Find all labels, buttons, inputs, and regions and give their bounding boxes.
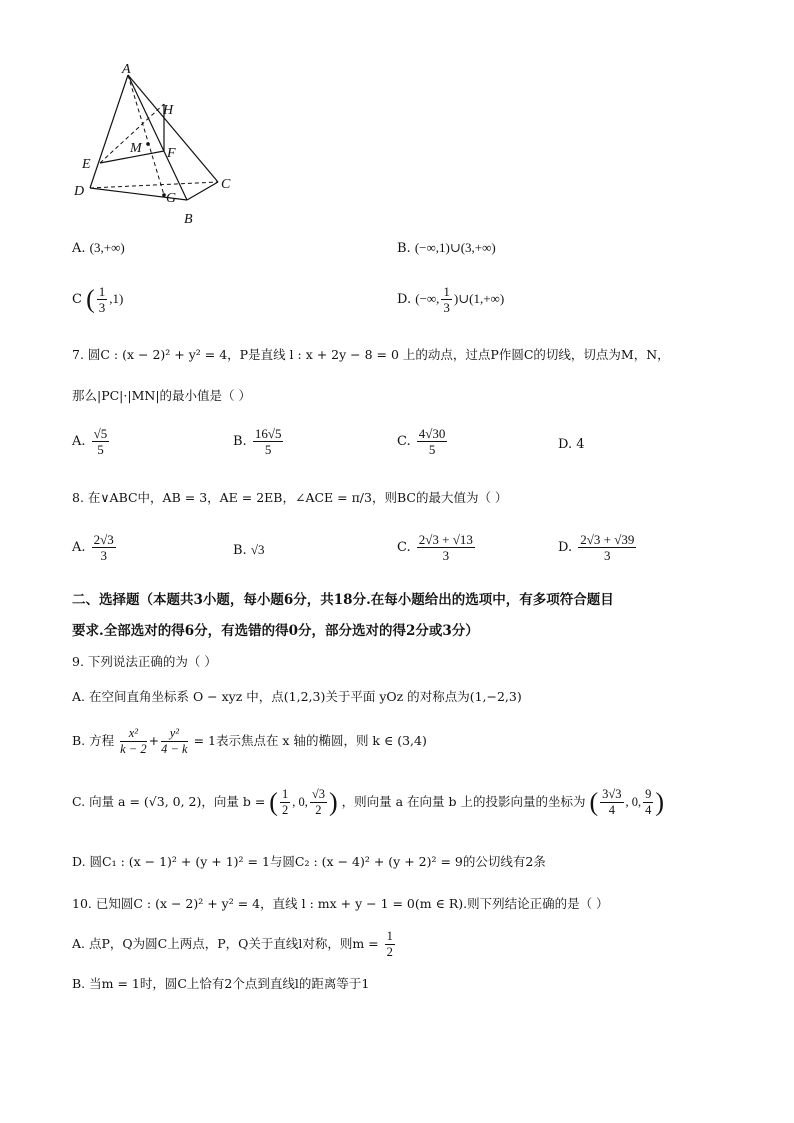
- vertex-label-d: D: [74, 184, 85, 199]
- q8-option-d-fraction: [578, 532, 636, 563]
- q8-option-d-letter: D.: [558, 540, 573, 555]
- q10-stem: 10. 已知圆C : (x − 2)² + y² = 4，直线 l : mx + y − 1 = 0(m ∈ R).则下列结论正确的是（ ）: [72, 896, 609, 911]
- q7-option-b-letter: B.: [233, 434, 247, 449]
- q9-option-c: [72, 787, 664, 818]
- q6-option-c-letter: C: [72, 292, 82, 307]
- q9-option-c-b-den1: 2: [281, 803, 289, 817]
- section2-heading-line2: 要求.全部选对的得6分，有选错的得0分，部分选对的得2分或3分）: [72, 623, 479, 639]
- q7-option-c-num: 4√30: [418, 426, 446, 441]
- q6-option-c-pre: (: [86, 284, 95, 314]
- q9-option-c-b-mid: , 0,: [292, 795, 308, 809]
- q9-option-d: D. 圆C₁ : (x − 1)² + (y + 1)² = 1与圆C₂ : (x − 4)² + (y + 2)² = 9的公切线有2条: [72, 854, 546, 869]
- q9-option-c-r-num1: 3√3: [602, 787, 622, 801]
- q9-option-a: A. 在空间直角坐标系 O − xyz 中，点(1,2,3)关于平面 yOz 的对称点为(1,−2,3): [72, 689, 522, 704]
- q10-option-a-num: 1: [386, 929, 393, 943]
- q6-option-b-letter: B.: [397, 241, 411, 256]
- q10-option-b: B. 当m = 1时，圆C上恰有2个点到直线l的距离等于1: [72, 976, 370, 991]
- q10-option-a-fraction: [385, 929, 395, 960]
- q9-stem: 9. 下列说法正确的为（ ）: [72, 654, 217, 669]
- q8-option-a-num: 2√3: [93, 532, 114, 547]
- q7-option-a-den: 5: [97, 442, 104, 457]
- q9-option-c-r-den2: 4: [645, 803, 652, 817]
- q6-option-a: [72, 240, 125, 256]
- q10-option-a-pre: A. 点P，Q为圆C上两点，P，Q关于直线l对称，则m =: [72, 936, 379, 951]
- q6-option-d-pre: (−∞,: [415, 291, 440, 306]
- q9-option-c-b-num1: 1: [281, 787, 289, 801]
- q10-option-a: [72, 929, 397, 960]
- q9-option-b-term2: [161, 726, 187, 757]
- vertex-label-c: C: [221, 177, 231, 192]
- tetrahedron-figure: [70, 60, 240, 235]
- q6-option-d-den: 3: [443, 300, 450, 315]
- point-label-g: G: [166, 191, 177, 206]
- q6-option-d-letter: D.: [397, 292, 412, 307]
- q9-option-c-pre: C. 向量 a = (√3, 0, 2)，向量 b =: [72, 794, 266, 809]
- q6-option-a-letter: A.: [72, 241, 86, 256]
- q7-option-a-letter: A.: [72, 434, 86, 449]
- q6-option-b: [397, 240, 496, 256]
- q6-option-c-post: ,1): [109, 291, 124, 306]
- q8-option-d-num: 2√3 + √39: [580, 532, 635, 547]
- point-label-m: M: [130, 141, 142, 156]
- q8-option-a-den: 3: [100, 548, 107, 563]
- q7-option-b-den: 5: [264, 442, 272, 457]
- q6-option-c: [72, 284, 123, 315]
- q9-option-c-b-close: ): [328, 787, 338, 817]
- q7-stem-line1: 7. 圆C : (x − 2)² + y² = 4，P是直线 l : x + 2y − 8 = 0 上的动点，过点P作圆C的切线，切点为M，N，: [72, 347, 670, 362]
- q7-option-b-fraction: [253, 426, 284, 457]
- q9-option-c-r-frac1: [600, 787, 623, 818]
- q8-option-a-fraction: [92, 532, 116, 563]
- q7-option-a-num: √5: [93, 426, 108, 441]
- q9-option-b: [72, 726, 427, 757]
- q7-option-c: [397, 426, 449, 457]
- q9-option-c-r-frac2: [643, 787, 653, 818]
- q9-option-c-b-frac2: [310, 787, 327, 818]
- q9-option-b-term1: [120, 726, 146, 757]
- q9-option-b-plus: +: [148, 733, 160, 748]
- q7-option-d-letter: D. 4: [558, 437, 585, 452]
- point-label-f: F: [167, 146, 176, 161]
- point-label-e: E: [82, 157, 91, 172]
- q7-option-a-fraction: [92, 426, 110, 457]
- q6-option-c-num: 1: [98, 284, 106, 299]
- q9-option-c-r-close: ): [655, 787, 665, 817]
- q9-option-c-b-frac1: [280, 787, 290, 818]
- q8-option-c-den: 3: [442, 548, 450, 563]
- q8-option-b-text: √3: [250, 542, 265, 557]
- q6-option-c-fraction: [97, 284, 108, 315]
- q9-option-c-r-mid: , 0,: [625, 795, 642, 809]
- q6-option-c-den: 3: [98, 300, 106, 315]
- q8-option-d: [558, 532, 638, 563]
- q9-option-b-pre: B. 方程: [72, 733, 115, 748]
- q7-option-c-letter: C.: [397, 434, 411, 449]
- q8-option-b-letter: B.: [233, 543, 247, 558]
- q7-option-c-den: 5: [428, 442, 436, 457]
- section2-heading-line1: 二、选择题（本题共3小题，每小题6分，共18分.在每小题给出的选项中，有多项符合题目: [72, 592, 614, 608]
- q9-option-c-b-num2: √3: [311, 787, 325, 801]
- q8-option-a: [72, 532, 118, 563]
- q7-option-b-num: 16√5: [254, 426, 282, 441]
- q6-option-d: [397, 284, 504, 315]
- q9-option-c-r-num2: 9: [645, 787, 652, 801]
- q9-option-c-b-open: (: [269, 787, 278, 817]
- q7-option-b: [233, 426, 285, 457]
- q8-option-c-fraction: [417, 532, 475, 563]
- q7-option-d: [558, 437, 585, 452]
- q9-option-b-term1-den: k − 2: [120, 742, 147, 756]
- q8-option-c-num: 2√3 + √13: [418, 532, 473, 547]
- q8-option-a-letter: A.: [72, 540, 86, 555]
- q9-option-c-b-den2: 2: [315, 803, 322, 817]
- vertex-label-a: A: [122, 62, 131, 77]
- q8-option-b: [233, 542, 264, 558]
- q8-option-c: [397, 532, 477, 563]
- q9-option-b-term2-den: 4 − k: [161, 742, 188, 756]
- q10-option-a-den: 2: [386, 945, 393, 959]
- q7-stem-line2: 那么|PC|·|MN|的最小值是（ ）: [72, 388, 252, 403]
- q9-option-c-r-open: (: [589, 787, 599, 817]
- q7-option-c-fraction: [417, 426, 448, 457]
- q8-option-c-letter: C.: [397, 540, 411, 555]
- q9-option-b-post: = 1表示焦点在 x 轴的椭圆，则 k ∈ (3,4): [193, 733, 427, 748]
- q6-option-a-text: (3,+∞): [89, 240, 125, 255]
- q9-option-b-term1-num: x²: [120, 726, 146, 742]
- q6-option-d-fraction: [441, 284, 452, 315]
- q7-option-a: [72, 426, 111, 457]
- vertex-label-b: B: [184, 212, 193, 227]
- q9-option-c-mid: ，则向量 a 在向量 b 上的投影向量的坐标为: [341, 794, 586, 809]
- q6-option-d-num: 1: [443, 284, 450, 299]
- q9-option-b-term2-num: y²: [161, 726, 187, 742]
- q6-option-b-text: (−∞,1)∪(3,+∞): [414, 240, 496, 255]
- q8-stem: 8. 在∨ABC中，AB = 3，AE = 2EB，∠ACE = π/3，则BC的最大值为（ ）: [72, 490, 508, 505]
- q9-option-c-r-den1: 4: [608, 803, 615, 817]
- q6-option-d-post: )∪(1,+∞): [453, 291, 505, 306]
- q8-option-d-den: 3: [604, 548, 611, 563]
- point-label-h: H: [163, 103, 174, 118]
